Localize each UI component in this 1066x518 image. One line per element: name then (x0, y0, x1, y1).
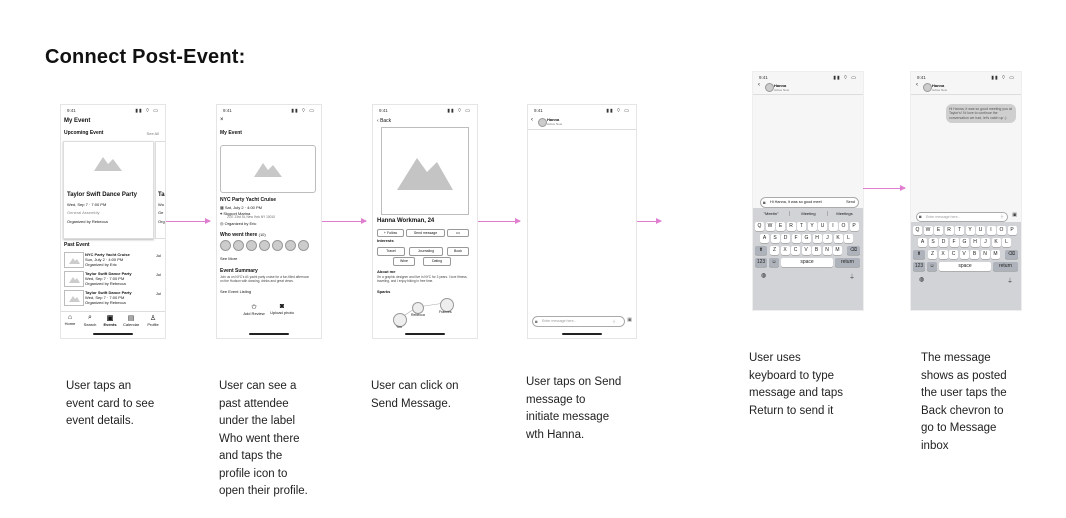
home-indicator (249, 333, 289, 335)
mountain-icon (65, 272, 83, 286)
message-typed-text: Hi Hanna, it was so good meet (770, 200, 822, 204)
chat-header (911, 82, 1021, 95)
globe-icon[interactable]: ◍ (761, 273, 767, 279)
status-time: 9:41 (223, 108, 232, 113)
flow-arrow (166, 221, 210, 222)
key-y[interactable]: Y (808, 222, 817, 231)
tab-profile-label: Profile (147, 322, 159, 327)
pin-icon: ⌖ (220, 211, 224, 216)
space-key[interactable]: space (781, 258, 833, 267)
tab-search[interactable] (83, 314, 97, 327)
gallery-icon[interactable]: ▣ (627, 317, 632, 323)
suggestion[interactable]: Meeting (789, 211, 828, 216)
tab-home-label: Home (64, 321, 76, 326)
calendar-icon: ▤ (127, 315, 135, 322)
chat-contact-name: Hanna (547, 117, 560, 122)
key-w[interactable]: W (766, 222, 775, 231)
chat-contact-status: Active Now (932, 88, 948, 92)
upcoming-label: Upcoming Event (64, 130, 104, 136)
key-m[interactable]: M (833, 246, 842, 255)
event-card[interactable] (63, 141, 154, 239)
past-event-organizer: Organized by Eric (85, 262, 117, 267)
past-event-date: Wed, Sep 7 · 7:00 PM (85, 276, 125, 281)
about-text: I'm a graphic designer and live in NYC for 3 years. I love fitness, traveling, and I enjoy biking in free time. (377, 275, 468, 283)
numbers-key[interactable]: 123 (756, 259, 766, 265)
tab-bar (61, 311, 165, 330)
summary-text: Join us on NYC's #1 yacht party cruise for a fun-filled afternoon on the Hudson with dancing, drinks and great views. (220, 275, 310, 283)
past-event-thumb (64, 252, 84, 268)
camera-icon[interactable]: ◙ (919, 214, 922, 219)
suggestion[interactable]: Meetings (836, 211, 853, 216)
send-message-button[interactable]: Send message (406, 229, 445, 237)
event-card-next[interactable] (155, 141, 166, 239)
see-all-link[interactable]: See All (146, 131, 159, 136)
person-icon: ♙ (149, 315, 157, 322)
add-review-label: Add Review (243, 311, 265, 316)
key-u[interactable]: U (818, 222, 827, 231)
status-bar (65, 107, 161, 115)
past-event-date: Wed, Sep 7 · 7:00 PM (85, 295, 125, 300)
event-card-next-title: Ta (158, 192, 165, 198)
tab-search-label: Search (83, 322, 97, 327)
home-indicator (405, 333, 445, 335)
screen-heading: My Event (220, 130, 242, 136)
follow-button[interactable] (377, 229, 404, 237)
past-event-tag: Jul (155, 291, 161, 296)
key-w[interactable]: W (924, 226, 933, 235)
flow-arrow (478, 221, 520, 222)
key-z[interactable]: Z (770, 246, 779, 255)
spark-label: Rebecca (411, 313, 425, 317)
key-k[interactable]: K (992, 238, 1001, 247)
past-label: Past Event (64, 242, 90, 248)
event-date-text: Sat, July 2 · 4:00 PM (224, 205, 263, 210)
key-j[interactable]: J (823, 234, 832, 243)
key-p[interactable]: P (850, 222, 859, 231)
past-event-row[interactable] (61, 289, 165, 307)
add-review-button[interactable] (243, 303, 265, 316)
event-organizer (220, 221, 256, 226)
key-a[interactable]: A (918, 238, 927, 247)
microphone-icon[interactable]: ⏚ (1007, 279, 1014, 285)
tab-profile[interactable] (145, 314, 161, 327)
emoji-key[interactable]: ☺ (927, 262, 937, 271)
status-time: 9:41 (759, 75, 768, 80)
message-placeholder: Enter message here... (926, 215, 961, 219)
key-s[interactable]: S (929, 238, 938, 247)
event-image (220, 145, 316, 193)
event-card-date: Wed, Sep 7 · 7:00 PM (67, 202, 107, 207)
tab-events[interactable] (103, 314, 117, 327)
sparks-graph (373, 295, 477, 329)
screen-my-event (60, 104, 166, 339)
event-card-next-location: Ge (158, 210, 164, 215)
event-date (220, 205, 262, 210)
numbers-key[interactable]: 123 (914, 263, 924, 269)
mountain-icon (254, 159, 282, 177)
star-icon: ✩ (251, 304, 257, 311)
mountain-icon (94, 153, 122, 171)
key-g[interactable]: G (960, 238, 969, 247)
keyboard (753, 208, 863, 310)
screen-chat-typing (752, 71, 864, 311)
status-bar (915, 74, 1017, 82)
step-caption-6: The message shows as posted the user taps the Back chevron to go to Message inbox (921, 352, 1007, 452)
chat-header (528, 116, 636, 130)
key-u[interactable]: U (976, 226, 985, 235)
key-p[interactable]: P (1008, 226, 1017, 235)
screen-chat-sent (910, 71, 1022, 311)
key-m[interactable]: M (991, 250, 1000, 259)
key-n[interactable]: N (981, 250, 990, 259)
event-card-image (67, 145, 148, 185)
mountain-icon (65, 253, 83, 267)
see-more-link[interactable]: See More (220, 256, 238, 261)
message-input[interactable] (760, 197, 859, 208)
about-label: About me (377, 269, 396, 274)
sparks-label: Sparks (377, 289, 391, 294)
spark-label: Frances (439, 310, 452, 314)
key-o[interactable]: O (839, 222, 848, 231)
shift-key[interactable]: ⬆ (913, 250, 925, 259)
event-address: 23 E 23rd St, New York NY 10010 (227, 215, 275, 219)
past-event-thumb (64, 271, 84, 287)
key-z[interactable]: Z (928, 250, 937, 259)
delete-key[interactable]: ⌫ (1005, 250, 1018, 259)
calendar-icon: ▣ (106, 315, 114, 322)
microphone-icon[interactable]: ⏚ (849, 275, 856, 281)
key-a[interactable]: A (760, 234, 769, 243)
key-o[interactable]: O (997, 226, 1006, 235)
tab-calendar[interactable] (123, 314, 139, 327)
key-x[interactable]: X (781, 246, 790, 255)
status-bar (377, 107, 473, 115)
follow-label: Follow (386, 231, 398, 235)
globe-icon[interactable]: ◍ (919, 277, 925, 283)
delete-key[interactable]: ⌫ (847, 246, 860, 255)
key-n[interactable]: N (823, 246, 832, 255)
screen-profile (372, 104, 478, 339)
microphone-icon[interactable]: ⏚ (612, 319, 616, 324)
tab-events-label: Events (103, 322, 117, 327)
key-h[interactable]: H (971, 238, 980, 247)
close-icon[interactable]: × (220, 117, 224, 123)
past-event-title: Taylor Swift Dance Party (85, 271, 132, 276)
message-bubble-sent: Hi Hanna, it was so good meeting you at Taylor's! I'd love to continue the conversation we had, let's catch up :) (946, 104, 1016, 123)
key-s[interactable]: S (771, 234, 780, 243)
status-icons: ▮▮ ⌔ ▭ (291, 108, 315, 114)
who-went-text: Who went there (220, 232, 258, 238)
key-e[interactable]: E (934, 226, 943, 235)
past-event-organizer: Organized by Rebecca (85, 281, 126, 286)
shift-key[interactable]: ⬆ (755, 246, 767, 255)
past-event-row[interactable] (61, 270, 165, 288)
tab-home[interactable] (63, 314, 77, 326)
past-event-tag: Jul (155, 272, 161, 277)
attendee-avatar[interactable] (220, 240, 231, 251)
camera-icon[interactable]: ◙ (535, 319, 538, 324)
mountain-icon (65, 291, 83, 305)
key-f[interactable]: F (792, 234, 801, 243)
past-event-organizer: Organized by Rebecca (85, 300, 126, 305)
suggestion[interactable]: "Meetin" (763, 211, 779, 216)
upload-photo-button[interactable] (269, 303, 295, 315)
return-key[interactable]: return (993, 262, 1018, 271)
keyboard (911, 222, 1021, 310)
key-b[interactable]: B (812, 246, 821, 255)
attendee-avatar[interactable] (246, 240, 257, 251)
event-card-next-date: Wo (158, 202, 164, 207)
chevron-left-icon[interactable]: ‹ (758, 82, 760, 88)
summary-label: Event Summary (220, 268, 258, 274)
chat-contact-name: Hanna (932, 83, 945, 88)
key-v[interactable]: V (802, 246, 811, 255)
event-card-organizer: Organized by Rebecca (67, 219, 108, 224)
interest-chip: Book (447, 247, 469, 256)
interest-chip: Travel (377, 247, 405, 256)
chat-header (753, 82, 863, 95)
avatar (765, 83, 774, 92)
screen-chat-empty (527, 104, 637, 339)
calendar-icon: ▦ (220, 205, 225, 210)
page-title: Connect Post-Event: (45, 46, 246, 68)
chevron-left-icon[interactable]: ‹ (531, 117, 533, 123)
step-caption-3: User can click on Send Message. (371, 380, 459, 410)
past-event-tag: Jul (155, 253, 161, 258)
status-time: 9:41 (534, 108, 543, 113)
interests-label: Interests (377, 238, 394, 243)
interest-chip: Journaling (409, 247, 443, 256)
event-venue-text: Skyport Marina (223, 211, 251, 216)
tab-calendar-label: Calendar (123, 322, 140, 327)
key-c[interactable]: C (791, 246, 800, 255)
home-indicator (562, 333, 602, 335)
past-event-title: NYC Party Yacht Cruise (85, 252, 130, 257)
key-q[interactable]: Q (913, 226, 922, 235)
event-card-title: Taylor Swift Dance Party (67, 192, 137, 198)
interest-chip: Wine (393, 257, 415, 266)
key-t[interactable]: T (955, 226, 964, 235)
screen-event-detail (216, 104, 322, 339)
flow-arrow (322, 221, 366, 222)
person-icon: ◎ (220, 221, 225, 226)
chevron-left-icon[interactable]: ‹ (916, 82, 918, 88)
profile-name: Hanna Workman, 24 (377, 218, 435, 224)
gallery-icon[interactable]: ▣ (1012, 212, 1017, 218)
screen-heading: My Event (64, 118, 91, 124)
key-r[interactable]: R (787, 222, 796, 231)
attendee-avatar[interactable] (259, 240, 270, 251)
step-caption-5: User uses keyboard to type message and taps Return to send it (749, 352, 843, 417)
chat-contact-status: Active Now (774, 88, 790, 92)
key-x[interactable]: X (939, 250, 948, 259)
status-icons: ▮▮ ⌔ ▭ (447, 108, 471, 114)
event-card-next-organizer: Org (158, 219, 165, 224)
key-c[interactable]: C (949, 250, 958, 259)
chat-contact-status: Active Now (547, 122, 563, 126)
back-label: Back (380, 118, 392, 124)
past-event-row[interactable] (61, 251, 165, 269)
event-card-location: General Assembly (67, 210, 100, 215)
key-f[interactable]: F (950, 238, 959, 247)
status-icons: ▮▮ ⌔ ▭ (991, 75, 1015, 81)
step-caption-1: User taps an event card to see event details. (66, 380, 155, 427)
step-caption-2: User can see a past attendee under the label Who went there and taps the profile icon to open their profile. (219, 380, 308, 497)
key-j[interactable]: J (981, 238, 990, 247)
mountain-icon (395, 150, 455, 190)
plus-icon: + (383, 231, 387, 235)
status-icons: ▮▮ ⌔ ▭ (606, 108, 630, 114)
home-indicator (93, 333, 133, 335)
past-event-date: Sun, July 2 · 4:00 PM (85, 257, 124, 262)
camera-icon[interactable]: ◙ (763, 200, 766, 205)
past-event-thumb (64, 290, 84, 306)
key-g[interactable]: G (802, 234, 811, 243)
status-time: 9:41 (917, 75, 926, 80)
key-b[interactable]: B (970, 250, 979, 259)
flow-arrow (863, 188, 905, 189)
key-i[interactable]: I (987, 226, 996, 235)
chat-contact-name: Hanna (774, 83, 787, 88)
key-q[interactable]: Q (755, 222, 764, 231)
return-key[interactable]: return (835, 258, 860, 267)
key-h[interactable]: H (813, 234, 822, 243)
emoji-key[interactable]: ☺ (769, 258, 779, 267)
key-l[interactable]: L (844, 234, 853, 243)
key-i[interactable]: I (829, 222, 838, 231)
key-d[interactable]: D (939, 238, 948, 247)
attendee-avatar[interactable] (285, 240, 296, 251)
who-went-count: (10) (258, 232, 266, 237)
key-k[interactable]: K (834, 234, 843, 243)
message-input[interactable] (916, 212, 1008, 222)
key-t[interactable]: T (797, 222, 806, 231)
status-bar (532, 107, 632, 115)
home-icon: ⌂ (67, 314, 73, 321)
search-icon: ⌕ (88, 314, 92, 321)
attendee-avatar[interactable] (233, 240, 244, 251)
status-time: 9:41 (379, 108, 388, 113)
status-bar (221, 107, 317, 115)
avatar (923, 83, 932, 92)
event-organizer-text: Organized by Eric (224, 221, 257, 226)
event-title: NYC Party Yacht Cruise (220, 197, 277, 203)
status-icons: ▮▮ ⌔ ▭ (833, 75, 857, 81)
upload-photo-label: Upload photo (270, 310, 294, 315)
key-v[interactable]: V (960, 250, 969, 259)
key-e[interactable]: E (776, 222, 785, 231)
message-input[interactable] (532, 316, 625, 327)
profile-photo (381, 127, 469, 215)
status-time: 9:41 (67, 108, 76, 113)
attendee-avatar[interactable] (298, 240, 309, 251)
key-l[interactable]: L (1002, 238, 1011, 247)
who-went-label (220, 232, 266, 238)
more-button[interactable]: ••• (447, 229, 469, 237)
space-key[interactable]: space (939, 262, 991, 271)
camera-icon: ◙ (279, 303, 285, 310)
step-caption-4: User taps on Send message to initiate message wth Hanna. (526, 376, 622, 441)
avatar (538, 118, 547, 127)
key-d[interactable]: D (781, 234, 790, 243)
interest-chip: Dating (423, 257, 451, 266)
key-y[interactable]: Y (966, 226, 975, 235)
status-bar (757, 74, 859, 82)
event-listing-link[interactable]: See Event Listing (220, 289, 252, 294)
flow-arrow (637, 221, 661, 222)
attendee-avatar[interactable] (272, 240, 283, 251)
microphone-icon[interactable]: ⏚ (1000, 214, 1004, 219)
spark-label: You (396, 325, 402, 329)
send-button[interactable]: Send (846, 200, 855, 204)
key-r[interactable]: R (945, 226, 954, 235)
past-event-title: Taylor Swift Dance Party (85, 290, 132, 295)
status-icons: ▮▮ ⌔ ▭ (135, 108, 159, 114)
chevron-left-icon: ‹ (377, 118, 381, 124)
message-placeholder: Enter message here... (542, 319, 577, 323)
back-button[interactable] (377, 118, 391, 124)
